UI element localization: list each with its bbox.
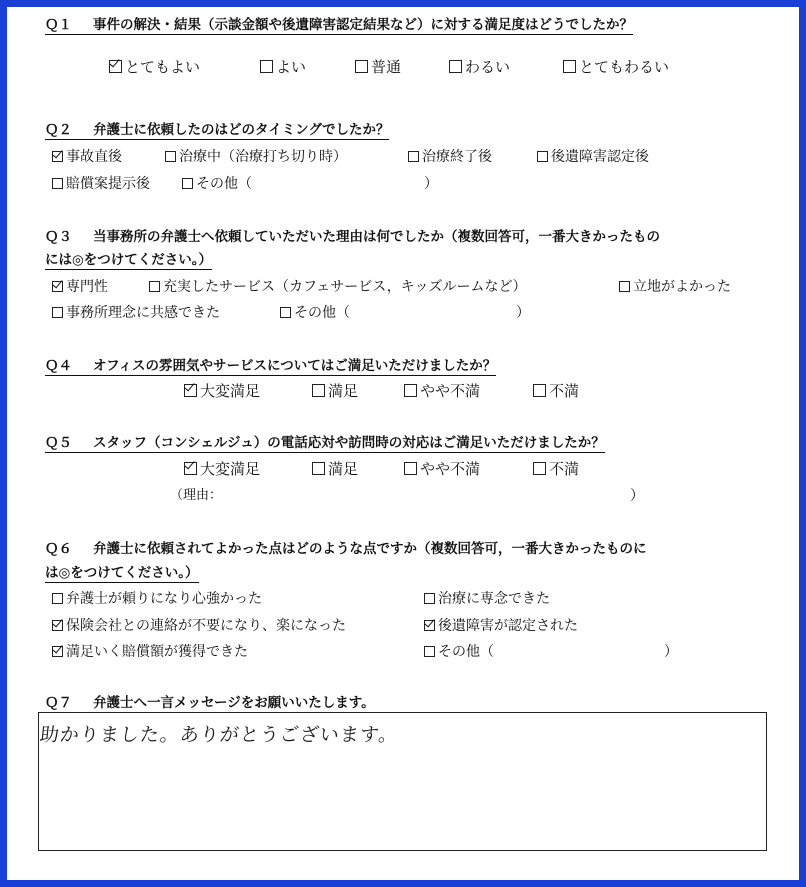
q3-option-location[interactable]: 立地がよかった (619, 278, 731, 296)
q1-option-very-good[interactable]: とてもよい (109, 58, 200, 76)
checkbox-icon (533, 462, 546, 475)
checkbox-icon (619, 281, 630, 292)
q4-option-very-satisfied[interactable]: 大変満足 (184, 382, 260, 400)
checkbox-icon (165, 151, 176, 162)
q3-heading-line2: には◎をつけてください。） (45, 252, 213, 268)
q7-heading: Ｑ７ 弁護士へ一言メッセージをお願いいたします。 (45, 695, 375, 711)
checkbox-icon (424, 593, 435, 604)
checkbox-icon (537, 151, 548, 162)
q6-option-disability-certified[interactable]: 後遺障害が認定された (424, 617, 578, 635)
checkbox-icon (312, 462, 325, 475)
q2-option-after-certification[interactable]: 後遺障害認定後 (537, 148, 649, 166)
q5-heading: Ｑ５ スタッフ（コンシェルジュ）の電話応対や訪問時の対応はご満足いただけましたか？ (45, 435, 605, 451)
checkbox-icon (533, 384, 546, 397)
q2-option-after-offer[interactable]: 賠償案提示後 (52, 175, 150, 193)
checkbox-icon (280, 307, 291, 318)
checkbox-icon (408, 151, 419, 162)
checked-box-icon (424, 620, 435, 631)
checkbox-icon (355, 60, 368, 73)
q6-option-focus-treatment[interactable]: 治療に専念できた (424, 590, 550, 608)
q1-option-good[interactable]: よい (260, 58, 306, 76)
checkbox-icon (312, 384, 325, 397)
q2-option-right-after-accident[interactable]: 事故直後 (52, 148, 122, 166)
q6-option-reliable[interactable]: 弁護士が頼りになり心強かった (52, 590, 262, 608)
checkbox-icon (404, 384, 417, 397)
checkbox-icon (52, 593, 63, 604)
checkbox-icon (404, 462, 417, 475)
q2-option-other[interactable]: その他（ (182, 175, 252, 193)
q6-heading-line2: は◎をつけてください。） (45, 565, 199, 581)
q3-option-philosophy[interactable]: 事務所理念に共感できた (52, 304, 220, 322)
checkbox-icon (182, 178, 193, 189)
q5-option-dissatisfied[interactable]: 不満 (533, 460, 579, 478)
q3-option-other[interactable]: その他（ (280, 304, 350, 322)
checked-box-icon (184, 384, 197, 397)
checked-box-icon (52, 281, 63, 292)
checkbox-icon (260, 60, 273, 73)
checked-box-icon (52, 151, 63, 162)
checkbox-icon (563, 60, 576, 73)
q3-other-close-paren: ） (516, 305, 530, 321)
checkbox-icon (449, 60, 462, 73)
q6-option-other[interactable]: その他（ (424, 643, 494, 661)
q6-heading-line1: Ｑ６ 弁護士に依頼されてよかった点はどのような点ですか（複数回答可，一番大きかったものに (45, 541, 647, 557)
q5-option-very-satisfied[interactable]: 大変満足 (184, 460, 260, 478)
q3-option-services[interactable]: 充実したサービス（カフェサービス，キッズルームなど） (149, 278, 526, 296)
q3-option-expertise[interactable]: 専門性 (52, 278, 108, 296)
q5-option-somewhat-dissatisfied[interactable]: やや不満 (404, 460, 480, 478)
q4-option-somewhat-dissatisfied[interactable]: やや不満 (404, 382, 480, 400)
q4-option-dissatisfied[interactable]: 不満 (533, 382, 579, 400)
q6-option-no-insurance-contact[interactable]: 保険会社との連絡が不要になり、楽になった (52, 617, 346, 635)
q1-option-bad[interactable]: わるい (449, 58, 510, 76)
q5-option-satisfied[interactable]: 満足 (312, 460, 358, 478)
handwritten-message: 助かりました。ありがとうございます。 (38, 724, 400, 746)
q3-heading-line1: Ｑ３ 当事務所の弁護士へ依頼していただいた理由は何でしたか（複数回答可，一番大きかったもの (45, 229, 660, 245)
q5-reason-close-paren: ） (630, 488, 644, 504)
q4-option-satisfied[interactable]: 満足 (312, 382, 358, 400)
checked-box-icon (184, 462, 197, 475)
q5-reason-label: （理由： (170, 488, 223, 503)
q4-heading: Ｑ４ オフィスの雰囲気やサービスについてはご満足いただけましたか？ (45, 358, 497, 374)
q1-option-very-bad[interactable]: とてもわるい (563, 58, 669, 76)
checkbox-icon (52, 178, 63, 189)
q6-other-close-paren: ） (664, 644, 678, 660)
q2-option-during-treatment[interactable]: 治療中（治療打ち切り時） (165, 148, 347, 166)
q2-option-after-treatment[interactable]: 治療終了後 (408, 148, 492, 166)
q1-heading: Ｑ１ 事件の解決・結果（示談金額や後遺障害認定結果など）に対する満足度はどうでしたか？ (45, 17, 633, 33)
q2-other-close-paren: ） (424, 176, 438, 192)
q2-heading: Ｑ２ 弁護士に依頼したのはどのタイミングでしたか？ (45, 122, 390, 138)
checked-box-icon (52, 620, 63, 631)
checkbox-icon (52, 307, 63, 318)
checked-box-icon (52, 646, 63, 657)
q6-option-compensation[interactable]: 満足いく賠償額が獲得できた (52, 643, 248, 661)
checked-box-icon (109, 60, 122, 73)
checkbox-icon (424, 646, 435, 657)
q1-option-normal[interactable]: 普通 (355, 58, 401, 76)
checkbox-icon (149, 281, 160, 292)
